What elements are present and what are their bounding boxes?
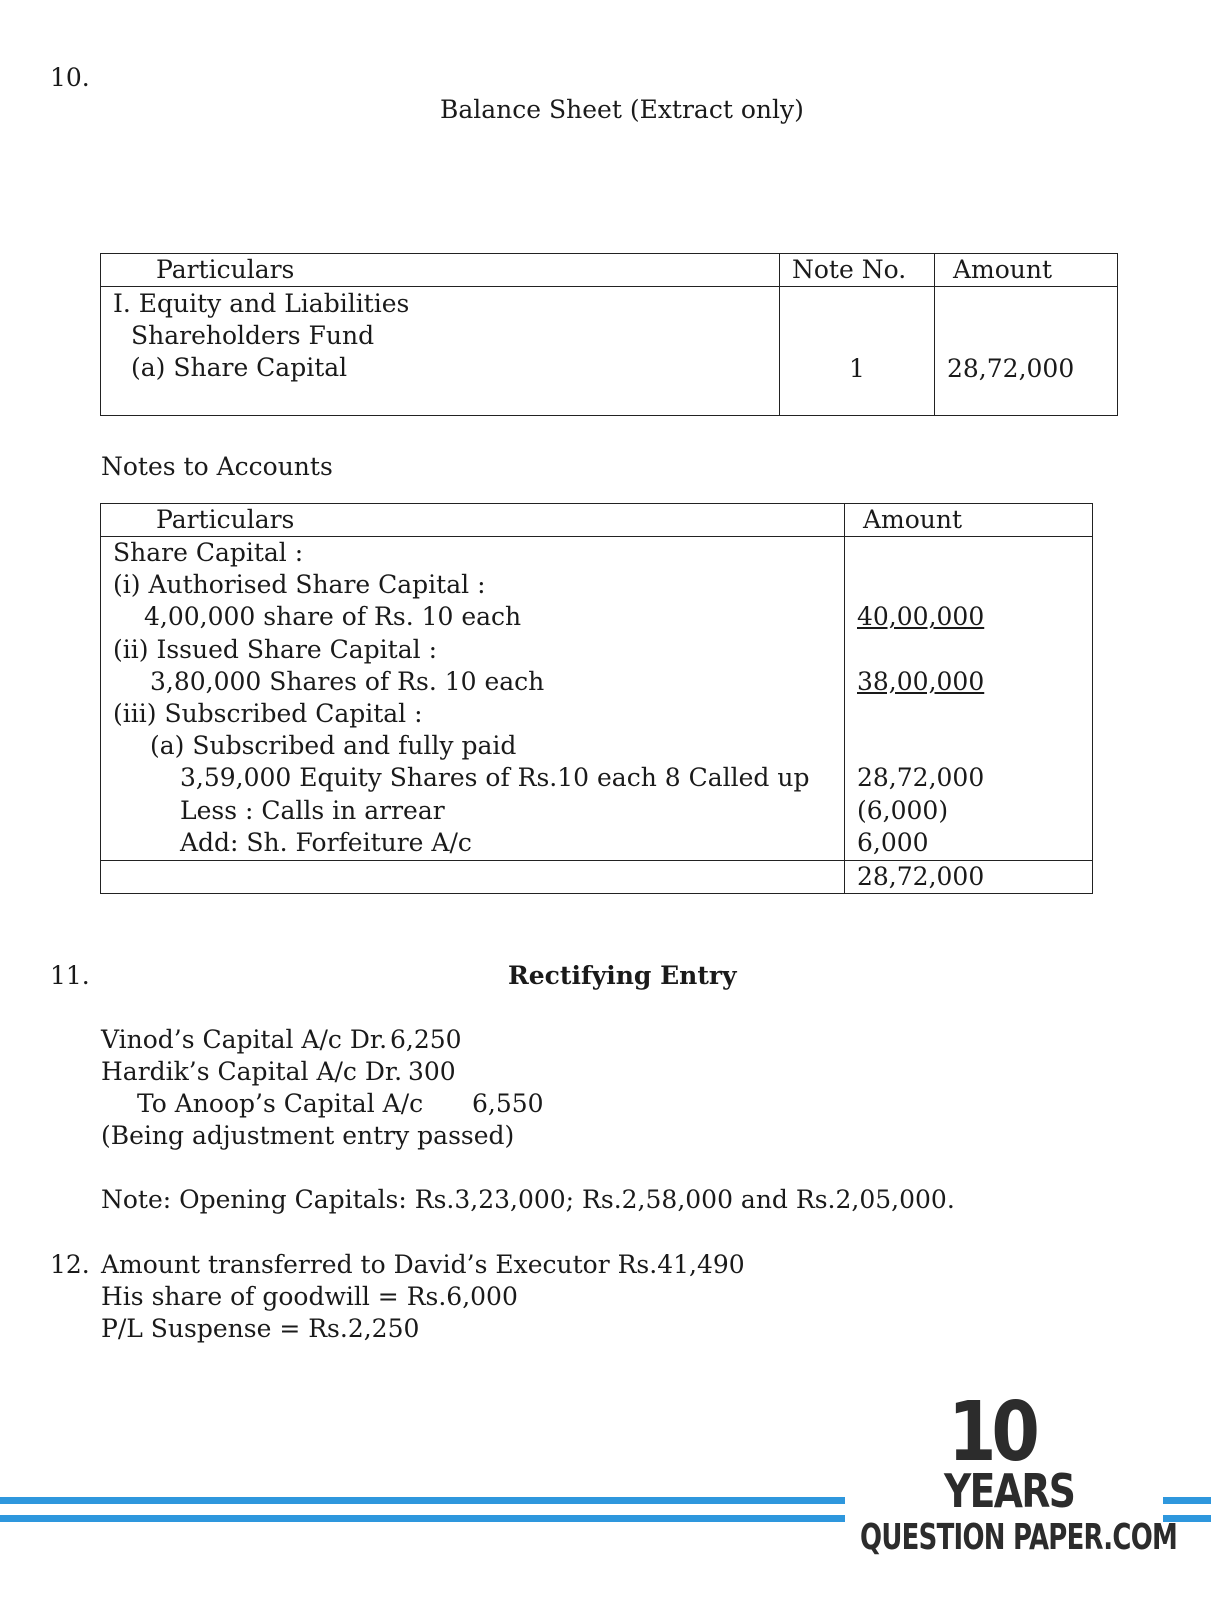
question-number-12: 12. <box>50 1250 90 1279</box>
entry-hardik-amount: 300 <box>408 1057 456 1086</box>
entry-vinod-amount: 6,250 <box>390 1025 462 1054</box>
notes-total-amount: 28,72,000 <box>857 862 985 892</box>
question-number-11: 11. <box>50 961 90 990</box>
notes-row-amount <box>845 569 1092 601</box>
footer-stripe-bottom <box>0 1515 845 1522</box>
notes-row-text: Share Capital : <box>113 538 304 567</box>
notes-row-text: (i) Authorised Share Capital : <box>113 570 486 600</box>
notes-row-amount: 6,000 <box>857 827 929 857</box>
notes-row-amount <box>845 537 1092 569</box>
balance-sheet-table <box>100 253 1118 416</box>
notes-row-text: 4,00,000 share of Rs. 10 each <box>144 602 522 632</box>
notes-row-amount <box>845 730 1092 762</box>
bs-line-share-capital: (a) Share Capital <box>131 353 348 382</box>
notes-title: Notes to Accounts <box>101 452 333 481</box>
entry-hardik-account: Hardik’s Capital A/c Dr. <box>101 1057 403 1086</box>
question-number-10: 10. <box>50 63 90 92</box>
notes-row-text: 3,59,000 Equity Shares of Rs.10 each 8 Called up <box>180 763 810 793</box>
q12-line-goodwill: His share of goodwill = Rs.6,000 <box>101 1282 518 1311</box>
bs-header-particulars: Particulars <box>156 255 295 284</box>
notes-header-amount: Amount <box>863 505 963 534</box>
notes-row-amount <box>845 698 1092 730</box>
notes-row-amount: 38,00,000 <box>857 666 985 696</box>
opening-capitals-note: Note: Opening Capitals: Rs.3,23,000; Rs.2,58,000 and Rs.2,05,000. <box>101 1185 955 1214</box>
notes-row-text: Add: Sh. Forfeiture A/c <box>180 827 472 857</box>
notes-row-text: Less : Calls in arrear <box>180 795 445 825</box>
notes-row-text: (iii) Subscribed Capital : <box>113 699 423 729</box>
balance-sheet-title: Balance Sheet (Extract only) <box>440 95 804 124</box>
entry-anoop-account: To Anoop’s Capital A/c <box>137 1089 424 1118</box>
rectifying-entry-title: Rectifying Entry <box>508 961 737 990</box>
q12-line-suspense: P/L Suspense = Rs.2,250 <box>101 1314 420 1343</box>
logo-years: YEARS <box>944 1464 1075 1518</box>
notes-row-text: (a) Subscribed and fully paid <box>150 731 517 761</box>
entry-anoop-amount: 6,550 <box>472 1089 544 1118</box>
entry-vinod-account: Vinod’s Capital A/c Dr. <box>101 1025 388 1054</box>
notes-header-particulars: Particulars <box>156 505 295 534</box>
bs-header-amount: Amount <box>953 255 1053 284</box>
bs-line-equity: I. Equity and Liabilities <box>113 289 410 318</box>
notes-row-amount: (6,000) <box>857 795 949 825</box>
footer-stripe-top-right <box>1163 1497 1211 1504</box>
notes-row-text: 3,80,000 Shares of Rs. 10 each <box>150 666 545 696</box>
logo-site: QUESTION PAPER.COM <box>860 1517 1178 1558</box>
notes-row-amount: 40,00,000 <box>857 602 985 632</box>
bs-line-shareholders: Shareholders Fund <box>131 321 375 350</box>
logo-ten: 10 <box>948 1385 1035 1480</box>
footer-stripe-top <box>0 1497 845 1504</box>
bs-header-note: Note No. <box>792 255 907 284</box>
notes-row-text: (ii) Issued Share Capital : <box>113 634 437 664</box>
bs-amount: 28,72,000 <box>947 354 1075 383</box>
bs-note-number: 1 <box>849 354 865 383</box>
notes-table <box>100 503 1093 894</box>
q12-line-executor: Amount transferred to David’s Executor Rs.41,490 <box>101 1250 745 1279</box>
notes-row-amount <box>845 634 1092 666</box>
entry-narration: (Being adjustment entry passed) <box>101 1121 515 1150</box>
notes-row-amount: 28,72,000 <box>857 763 985 793</box>
